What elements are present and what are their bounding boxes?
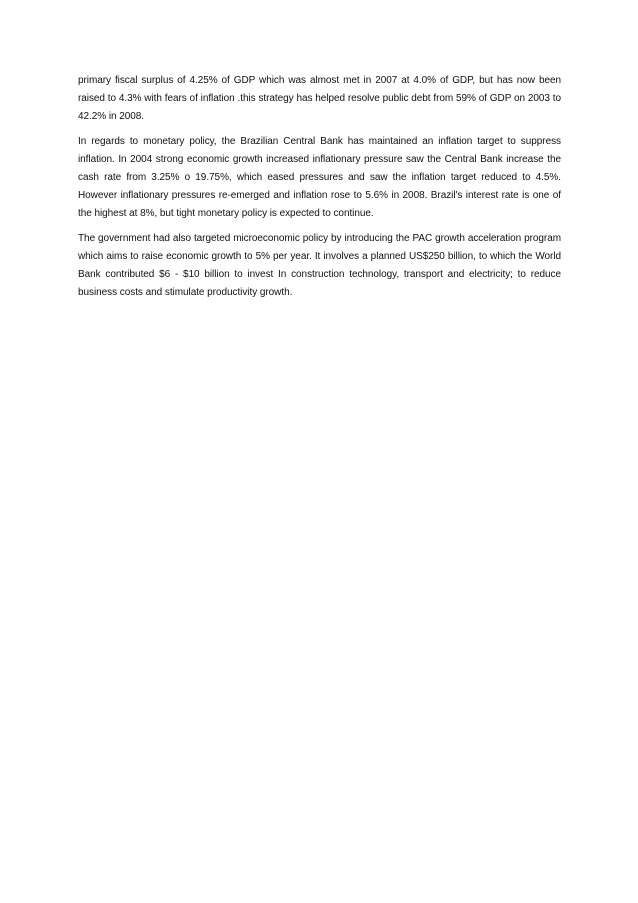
paragraph-microeconomic-policy: The government had also targeted microeconomic policy by introducing the PAC growth acceleration program which aims to raise economic growth to 5% per year. It involves a planned US$250 billion, to which the World Bank contributed $6 - $10 billion to invest In construction technology, transport and electricity; to reduce business costs and stimulate productivity growth. <box>78 233 561 298</box>
paragraph-monetary-policy: In regards to monetary policy, the Brazilian Central Bank has maintained an inflation target to suppress inflation. In 2004 strong economic growth increased inflationary pressure saw the Central Bank increase the cash rate from 3.25% o 19.75%, which eased pressures and saw the inflation target reduced to 4.5%. However inflationary pressures re-emerged and inflation rose to 5.6% in 2008. Brazil's interest rate is one of the highest at 8%, but tight monetary policy is expected to continue. <box>78 136 561 219</box>
paragraph-fiscal-policy: primary fiscal surplus of 4.25% of GDP which was almost met in 2007 at 4.0% of GDP, but has now been raised to 4.3% with fears of inflation .this strategy has helped resolve public debt from 59% of GDP on 2003 to 42.2% in 2008. <box>78 75 561 122</box>
document-body <box>78 72 561 310</box>
